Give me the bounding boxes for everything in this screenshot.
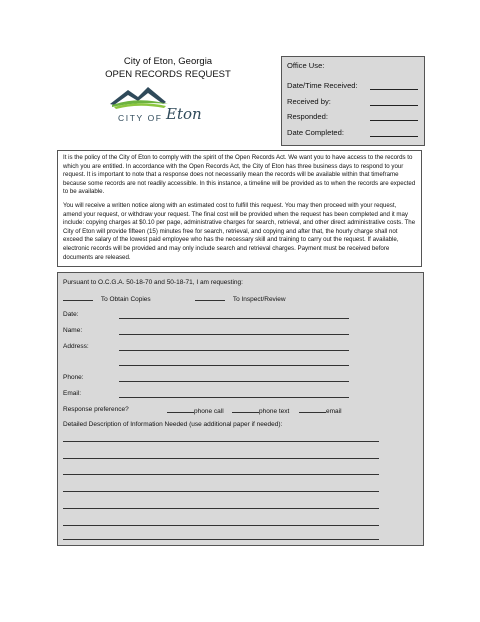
response-label: Response preference? — [63, 406, 129, 413]
response-phone-call[interactable]: phone call — [167, 406, 224, 415]
office-use-box — [281, 56, 425, 146]
description-line[interactable] — [63, 491, 379, 492]
response-phone-text[interactable]: phone text — [232, 406, 289, 415]
office-field-line[interactable] — [370, 97, 418, 106]
phone-call-blank[interactable] — [167, 406, 194, 413]
policy-paragraph: It is the policy of the City of Eton to comply with the spirit of the Open Records Act. We want you to have access to the records to which you are entitled. In accordance with the Open Records Act, the City of Eton has three business days to respond to your request. It is important to note that a response does not necessarily mean the records will be available within that timeframe because some records are not readily accessible. In this instance, a timeline will be provided as to when the records are expected to be available. — [63, 154, 416, 196]
description-line[interactable] — [63, 441, 379, 442]
description-label: Detailed Description of Information Needed (use additional paper if needed): — [63, 421, 283, 428]
office-use-title: Office Use: — [287, 61, 325, 70]
phone-text-blank[interactable] — [232, 406, 259, 413]
office-field-completed: Date Completed: — [287, 128, 418, 137]
email-blank[interactable] — [299, 406, 326, 413]
logo-script: Eton — [166, 105, 202, 123]
office-field-received-by: Received by: — [287, 97, 418, 106]
description-line[interactable] — [63, 539, 379, 540]
office-field-responded: Responded: — [287, 112, 418, 121]
name-label: Name: — [63, 327, 83, 334]
office-field-line[interactable] — [370, 128, 418, 137]
response-email[interactable]: email — [299, 406, 342, 415]
office-field-line[interactable] — [370, 81, 418, 90]
logo-text: CITY OF — [118, 113, 163, 123]
request-form — [57, 272, 424, 546]
phone-label: Phone: — [63, 374, 84, 381]
option-copies[interactable]: To Obtain Copies — [63, 294, 151, 303]
office-field-received: Date/Time Received: — [287, 81, 418, 90]
form-header — [88, 56, 248, 81]
policy-box — [57, 150, 422, 267]
city-logo — [108, 82, 223, 124]
address-field-line-2[interactable] — [119, 365, 349, 366]
email-label: Email: — [63, 390, 82, 397]
description-line[interactable] — [63, 474, 379, 475]
copies-blank[interactable] — [63, 294, 93, 301]
form-title: OPEN RECORDS REQUEST — [105, 69, 231, 80]
request-intro: Pursuant to O.C.G.A. 50-18-70 and 50-18-71, I am requesting: — [63, 279, 243, 286]
inspect-blank[interactable] — [195, 294, 225, 301]
date-field[interactable] — [119, 318, 349, 319]
description-line[interactable] — [63, 508, 379, 509]
date-label: Date: — [63, 311, 79, 318]
city-name: City of Eton, Georgia — [123, 56, 213, 67]
address-label: Address: — [63, 343, 89, 350]
option-inspect[interactable]: To Inspect/Review — [195, 294, 286, 303]
name-field[interactable] — [119, 334, 349, 335]
phone-field[interactable] — [119, 381, 349, 382]
address-field[interactable] — [119, 350, 349, 351]
policy-paragraph: You will receive a written notice along with an estimated cost to fulfill this request. You may then proceed with your request, amend your request, or withdraw your request. The final cost will be provided when the request has been completed and it may include: copying charges at $0.10 per page, administrative charges for search, retrieval, and other direct administrative costs. The City of Eton will provide fifteen (15) minutes free for search, retrieval, and copying and after that, the hourly charge shall not exceed the salary of the lowest paid employee who has the necessary skill and training to carry out the request. If available, electronic records will be provided and may only include search and retrieval charges. Payment must be received before documents are released. — [63, 201, 416, 261]
office-field-line[interactable] — [370, 112, 418, 121]
email-field[interactable] — [119, 397, 349, 398]
description-line[interactable] — [63, 458, 379, 459]
description-line[interactable] — [63, 525, 379, 526]
